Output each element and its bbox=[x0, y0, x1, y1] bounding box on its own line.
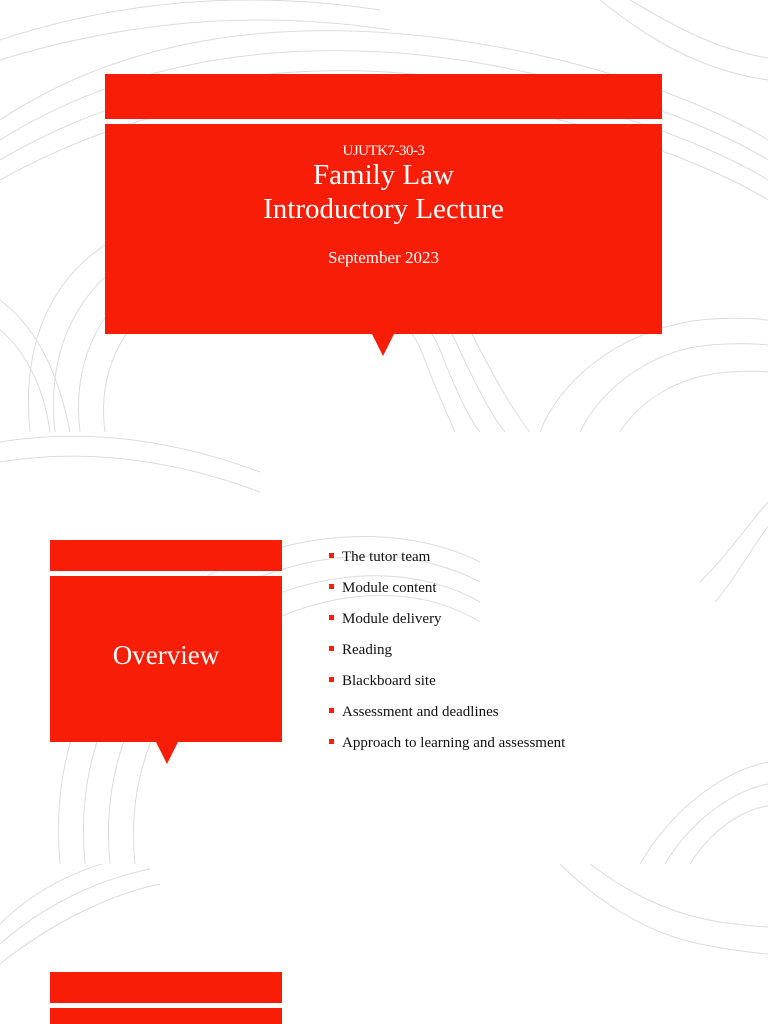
overview-title: Overview bbox=[112, 640, 220, 670]
bullet-item bbox=[329, 547, 565, 578]
title-line-2: Introductory Lecture bbox=[263, 193, 504, 225]
overview-box-pointer bbox=[156, 742, 178, 764]
title-slide bbox=[0, 0, 768, 432]
bullet-square-icon bbox=[329, 584, 334, 589]
overview-bullet-list bbox=[329, 547, 565, 764]
title-header-strip bbox=[105, 74, 662, 119]
bullet-text: The tutor team bbox=[342, 549, 431, 565]
bullet-item bbox=[329, 702, 565, 733]
bullet-item bbox=[329, 640, 565, 671]
bullet-text: Module delivery bbox=[342, 611, 442, 627]
overview-slide bbox=[0, 432, 768, 864]
bullet-text: Assessment and deadlines bbox=[342, 704, 499, 720]
bullet-square-icon bbox=[329, 739, 334, 744]
bullet-item bbox=[329, 578, 565, 609]
title-box-pointer bbox=[372, 334, 394, 356]
bullet-square-icon bbox=[329, 553, 334, 558]
next-slide-title-box bbox=[50, 1008, 282, 1024]
bullet-square-icon bbox=[329, 677, 334, 682]
bullet-square-icon bbox=[329, 615, 334, 620]
next-slide-header-strip bbox=[50, 972, 282, 1003]
bullet-item bbox=[329, 609, 565, 640]
overview-header-strip bbox=[50, 540, 282, 571]
bullet-text: Reading bbox=[342, 642, 392, 658]
course-code: UJUTK7-30-3 bbox=[342, 143, 425, 159]
title-line-1: Family Law bbox=[313, 159, 454, 191]
bullet-item bbox=[329, 733, 565, 764]
bullet-square-icon bbox=[329, 646, 334, 651]
bullet-item bbox=[329, 671, 565, 702]
lecture-date: September 2023 bbox=[328, 248, 439, 267]
bullet-square-icon bbox=[329, 708, 334, 713]
bullet-text: Module content bbox=[342, 580, 437, 596]
slide-title bbox=[105, 158, 662, 226]
bullet-text: Approach to learning and assessment bbox=[342, 735, 566, 751]
bullet-text: Blackboard site bbox=[342, 673, 436, 689]
next-slide-partial bbox=[0, 864, 768, 1024]
